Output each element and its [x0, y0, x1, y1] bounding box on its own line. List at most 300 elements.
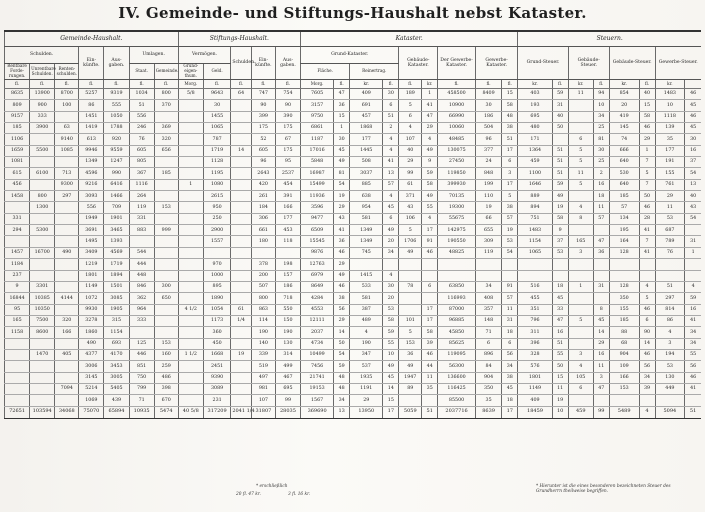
- table-cell: 30: [475, 100, 501, 111]
- total-cell: 51: [685, 406, 701, 418]
- table-cell: 6: [383, 100, 399, 111]
- table-cell: 165: [5, 315, 30, 326]
- table-cell: 10: [593, 100, 609, 111]
- table-cell: 350: [475, 383, 501, 394]
- table-cell: [639, 259, 655, 270]
- table-cell: 3: [502, 168, 518, 179]
- table-cell: [568, 270, 593, 281]
- table-cell: [231, 327, 252, 338]
- table-cell: [593, 293, 609, 304]
- table-cell: 46: [422, 349, 438, 360]
- table-cell: 6416: [104, 179, 129, 190]
- table-cell: 409: [350, 89, 383, 100]
- ledger-table: [4, 30, 701, 419]
- table-cell: 46: [639, 123, 655, 134]
- col-rentbare: Rentbare Forde-rungen.: [5, 64, 30, 80]
- table-cell: 59: [334, 361, 350, 372]
- table-cell: 136600: [438, 372, 476, 383]
- table-cell: 74: [609, 134, 639, 145]
- table-cell: 166: [275, 202, 300, 213]
- table-cell: 44: [422, 361, 438, 372]
- table-cell: 1069: [79, 395, 104, 406]
- table-cell: 185: [154, 168, 178, 179]
- unit-cell: fl.: [231, 80, 252, 89]
- table-cell: 1 1/2: [178, 349, 203, 360]
- table-cell: 9319: [104, 89, 129, 100]
- table-cell: 556: [129, 111, 154, 122]
- table-cell: 106: [399, 213, 422, 224]
- table-cell: 55: [422, 202, 438, 213]
- group-kataster: Kataster.: [301, 31, 518, 47]
- table-cell: [438, 270, 476, 281]
- table-cell: [178, 395, 203, 406]
- table-cell: 1364: [518, 145, 552, 156]
- total-cell: 40 5/8: [178, 406, 203, 418]
- table-cell: 17: [502, 179, 518, 190]
- page-title: IV. Gemeinde- und Stiftungs-Haushalt nebst Kataster.: [118, 4, 587, 22]
- table-cell: [568, 327, 593, 338]
- table-cell: 128: [609, 281, 639, 292]
- table-cell: 999: [154, 225, 178, 236]
- table-cell: [178, 145, 203, 156]
- table-cell: 5: [399, 225, 422, 236]
- table-cell: 1158: [5, 327, 30, 338]
- table-cell: 29: [334, 315, 350, 326]
- table-cell: 7456: [301, 361, 334, 372]
- table-cell: [231, 247, 252, 258]
- table-cell: [30, 157, 55, 168]
- table-cell: 3301: [30, 281, 55, 292]
- table-cell: 198: [275, 259, 300, 270]
- table-cell: 1118: [655, 111, 685, 122]
- table-cell: 490: [79, 338, 104, 349]
- table-cell: 250: [203, 213, 230, 224]
- table-cell: 351: [518, 304, 552, 315]
- table-cell: 331: [129, 213, 154, 224]
- table-cell: 661: [251, 225, 275, 236]
- table-cell: 246: [129, 123, 154, 134]
- table-row: [5, 259, 702, 270]
- table-cell: 54: [502, 247, 518, 258]
- table-cell: 76: [129, 134, 154, 145]
- table-cell: 56300: [438, 361, 476, 372]
- table-cell: [55, 270, 79, 281]
- table-cell: 377: [475, 145, 501, 156]
- table-cell: 360: [203, 327, 230, 338]
- table-cell: 155: [655, 168, 685, 179]
- table-cell: 1901: [104, 213, 129, 224]
- table-cell: 16: [685, 304, 701, 315]
- table-cell: 1466: [104, 191, 129, 202]
- table-cell: 7605: [301, 89, 334, 100]
- table-cell: 6: [502, 338, 518, 349]
- table-cell: 18: [593, 191, 609, 202]
- table-cell: 11: [593, 361, 609, 372]
- table-cell: 863: [251, 304, 275, 315]
- table-cell: 1080: [203, 179, 230, 190]
- table-cell: 1894: [104, 270, 129, 281]
- table-cell: [178, 383, 203, 394]
- table-cell: 130: [275, 338, 300, 349]
- table-cell: 391: [275, 191, 300, 202]
- table-cell: 177: [350, 134, 383, 145]
- footnote-left-c: 3 fl. 16 kr.: [288, 492, 311, 497]
- table-cell: [178, 100, 203, 111]
- col-unrentbare: Unrentbare Schulden.: [30, 64, 55, 80]
- table-cell: 55: [552, 349, 568, 360]
- table-cell: 200: [251, 270, 275, 281]
- table-cell: 2537: [275, 168, 300, 179]
- table-cell: 450: [203, 338, 230, 349]
- table-cell: [55, 361, 79, 372]
- table-cell: [568, 304, 593, 315]
- table-cell: 1: [422, 89, 438, 100]
- table-cell: 31: [502, 315, 518, 326]
- table-cell: 189: [399, 89, 422, 100]
- table-cell: [203, 247, 230, 258]
- table-cell: [350, 259, 383, 270]
- table-cell: 446: [129, 349, 154, 360]
- table-cell: 457: [350, 111, 383, 122]
- table-cell: 640: [609, 179, 639, 190]
- total-cell: 317209: [203, 406, 230, 418]
- table-cell: 85625: [438, 338, 476, 349]
- table-cell: 53: [655, 213, 685, 224]
- table-cell: 709: [104, 202, 129, 213]
- table-cell: 970: [203, 259, 230, 270]
- col-rentenschulden: Renten-schulden.: [55, 64, 79, 80]
- table-cell: 49: [552, 191, 568, 202]
- table-cell: 1483: [655, 89, 685, 100]
- table-cell: 4553: [301, 304, 334, 315]
- table-cell: 809: [5, 100, 30, 111]
- table-cell: 14: [231, 145, 252, 156]
- table-cell: 9216: [79, 179, 104, 190]
- table-cell: [231, 202, 252, 213]
- table-cell: [251, 247, 275, 258]
- table-cell: 61: [231, 304, 252, 315]
- table-cell: 713: [55, 168, 79, 179]
- table-cell: 800: [30, 191, 55, 202]
- table-cell: 36: [334, 236, 350, 247]
- table-cell: [231, 281, 252, 292]
- table-cell: 1050: [104, 111, 129, 122]
- table-cell: 148: [475, 315, 501, 326]
- unit-cell: kr.: [518, 80, 552, 89]
- table-cell: 5: [568, 179, 593, 190]
- table-cell: 800: [154, 89, 178, 100]
- table-cell: 1054: [203, 304, 230, 315]
- col-gemeinde: Gemeinde.: [154, 64, 178, 80]
- table-cell: [655, 259, 685, 270]
- table-cell: 311: [518, 327, 552, 338]
- table-cell: 885: [350, 179, 383, 190]
- table-cell: 3093: [79, 191, 104, 202]
- table-cell: 29: [655, 191, 685, 202]
- table-cell: [422, 270, 438, 281]
- unit-cell: fl.: [593, 80, 609, 89]
- table-cell: 747: [251, 89, 275, 100]
- table-cell: 36: [334, 100, 350, 111]
- total-cell: 2037716: [438, 406, 476, 418]
- subgroup-umlagen: Umlagen.: [129, 47, 178, 64]
- table-row: [5, 349, 702, 360]
- unit-cell: kr.: [655, 80, 685, 89]
- table-cell: 99: [399, 168, 422, 179]
- table-cell: 41: [639, 247, 655, 258]
- table-cell: [231, 134, 252, 145]
- table-cell: [55, 395, 79, 406]
- table-cell: 448: [129, 270, 154, 281]
- table-cell: 789: [655, 236, 685, 247]
- table-cell: 53: [552, 247, 568, 258]
- table-cell: [568, 123, 593, 134]
- table-cell: 8409: [475, 89, 501, 100]
- table-cell: 180: [251, 236, 275, 247]
- table-cell: 1: [568, 281, 593, 292]
- table-cell: 883: [129, 225, 154, 236]
- table-cell: 403: [518, 89, 552, 100]
- table-cell: 110: [475, 191, 501, 202]
- table-cell: 99: [275, 395, 300, 406]
- table-cell: 1455: [203, 111, 230, 122]
- table-cell: 9876: [301, 247, 334, 258]
- unit-cell: kr.: [350, 80, 383, 89]
- table-cell: [275, 247, 300, 258]
- table-cell: 745: [350, 247, 383, 258]
- table-cell: 3453: [104, 361, 129, 372]
- table-cell: [178, 225, 203, 236]
- table-cell: 5848: [301, 157, 334, 168]
- table-cell: 40: [552, 111, 568, 122]
- total-cell: 31807: [251, 406, 275, 418]
- unit-cell: fl.: [55, 80, 79, 89]
- table-cell: [30, 259, 55, 270]
- table-cell: [178, 247, 203, 258]
- table-cell: 50: [552, 123, 568, 134]
- table-cell: [154, 247, 178, 258]
- table-cell: 3: [568, 247, 593, 258]
- table-cell: 91: [502, 281, 518, 292]
- table-cell: [129, 236, 154, 247]
- table-cell: [593, 395, 609, 406]
- col-ausgaben: Aus-gaben.: [104, 47, 129, 80]
- table-cell: 142975: [438, 225, 476, 236]
- table-cell: 1149: [79, 281, 104, 292]
- table-cell: 53: [655, 361, 685, 372]
- table-cell: [30, 270, 55, 281]
- table-cell: [231, 236, 252, 247]
- table-cell: 309: [475, 236, 501, 247]
- table-cell: [231, 395, 252, 406]
- col-gebaeude-kataster: Gebäude-Kataster.: [399, 47, 438, 80]
- table-cell: 455: [518, 293, 552, 304]
- table-cell: 85500: [438, 395, 476, 406]
- table-cell: 34: [639, 372, 655, 383]
- table-cell: 58: [552, 213, 568, 224]
- table-row: [5, 123, 702, 134]
- table-cell: 40: [399, 145, 422, 156]
- table-cell: 6979: [301, 270, 334, 281]
- table-cell: 50: [552, 361, 568, 372]
- table-cell: 666: [609, 145, 639, 156]
- table-cell: [231, 157, 252, 168]
- table-cell: 4: [655, 327, 685, 338]
- table-row: [5, 281, 702, 292]
- table-cell: 17: [422, 304, 438, 315]
- table-row: [5, 191, 702, 202]
- table-cell: 107: [399, 134, 422, 145]
- table-cell: 480: [518, 123, 552, 134]
- group-header-row: [5, 31, 702, 47]
- table-cell: 378: [251, 259, 275, 270]
- table-cell: [30, 395, 55, 406]
- table-cell: 2: [383, 123, 399, 134]
- table-cell: 320: [55, 315, 79, 326]
- table-cell: [518, 270, 552, 281]
- table-cell: 4734: [301, 338, 334, 349]
- table-cell: 30: [383, 89, 399, 100]
- table-cell: 29: [639, 134, 655, 145]
- table-cell: 19: [475, 202, 501, 213]
- table-cell: 6: [502, 157, 518, 168]
- table-cell: [231, 338, 252, 349]
- table-row: [5, 111, 702, 122]
- table-cell: [568, 259, 593, 270]
- total-cell: 103594: [30, 406, 55, 418]
- table-cell: 54: [334, 179, 350, 190]
- table-cell: 264: [129, 191, 154, 202]
- table-cell: [30, 213, 55, 224]
- table-cell: [178, 168, 203, 179]
- table-cell: 66: [475, 213, 501, 224]
- table-cell: 51: [552, 338, 568, 349]
- table-cell: [5, 236, 30, 247]
- table-cell: [30, 338, 55, 349]
- unit-cell: fl.: [154, 80, 178, 89]
- table-cell: 14: [383, 383, 399, 394]
- table-cell: 29: [350, 395, 383, 406]
- table-cell: 38: [502, 202, 518, 213]
- table-cell: 371: [399, 191, 422, 202]
- table-cell: 3089: [203, 383, 230, 394]
- total-cell: 34068: [55, 406, 79, 418]
- table-cell: [231, 372, 252, 383]
- unit-cell: fl.: [30, 80, 55, 89]
- table-row: [5, 270, 702, 281]
- table-cell: 5214: [79, 383, 104, 394]
- table-cell: [55, 281, 79, 292]
- table-cell: 95: [275, 157, 300, 168]
- table-cell: 166: [55, 327, 79, 338]
- table-cell: 656: [154, 145, 178, 156]
- subgroup-row: [5, 47, 702, 64]
- table-cell: 160: [154, 349, 178, 360]
- table-cell: 5: [639, 168, 655, 179]
- table-cell: 66990: [438, 111, 476, 122]
- table-cell: 10499: [301, 349, 334, 360]
- table-cell: [231, 270, 252, 281]
- table-cell: 40: [685, 191, 701, 202]
- table-cell: 9140: [55, 134, 79, 145]
- table-cell: [231, 168, 252, 179]
- table-cell: 454: [275, 179, 300, 190]
- table-cell: 45: [685, 100, 701, 111]
- table-cell: [609, 395, 639, 406]
- col-gewerbe-kataster-a: Der Gewerbe-Kataster.: [438, 47, 476, 80]
- table-cell: 31: [552, 100, 568, 111]
- table-cell: 920: [104, 134, 129, 145]
- table-cell: [5, 202, 30, 213]
- table-cell: 954: [350, 202, 383, 213]
- table-cell: 18: [552, 281, 568, 292]
- table-cell: 5500: [30, 145, 55, 156]
- table-cell: 1557: [203, 236, 230, 247]
- table-cell: 4569: [104, 247, 129, 258]
- table-cell: 57: [609, 202, 639, 213]
- total-cell: 4: [639, 406, 655, 418]
- table-cell: 7: [639, 157, 655, 168]
- table-cell: 119850: [438, 168, 476, 179]
- table-cell: 1300: [30, 202, 55, 213]
- table-cell: 750: [129, 372, 154, 383]
- table-row: [5, 179, 702, 190]
- table-cell: 894: [518, 202, 552, 213]
- table-cell: 1116: [129, 179, 154, 190]
- table-cell: [154, 111, 178, 122]
- table-cell: 11: [502, 304, 518, 315]
- col-gebaeude-steuer-b: Gebäude-Steuer.: [609, 47, 655, 80]
- table-cell: 4377: [79, 349, 104, 360]
- table-cell: 851: [129, 361, 154, 372]
- table-cell: [685, 270, 701, 281]
- table-cell: 581: [350, 293, 383, 304]
- table-cell: [178, 259, 203, 270]
- total-cell: 5094: [655, 406, 685, 418]
- table-cell: 34: [502, 361, 518, 372]
- table-cell: 297: [655, 293, 685, 304]
- table-cell: 5: [639, 293, 655, 304]
- table-cell: 17: [502, 145, 518, 156]
- table-cell: 177: [655, 145, 685, 156]
- table-cell: 11: [593, 202, 609, 213]
- table-cell: 90: [639, 327, 655, 338]
- table-cell: 119: [475, 247, 501, 258]
- table-cell: [231, 361, 252, 372]
- table-cell: 1949: [79, 213, 104, 224]
- table-cell: 2037: [301, 327, 334, 338]
- table-cell: 46: [639, 202, 655, 213]
- table-cell: 550: [275, 304, 300, 315]
- table-cell: 615: [5, 168, 30, 179]
- table-cell: [55, 259, 79, 270]
- table-cell: 41: [685, 383, 701, 394]
- table-cell: 29: [399, 157, 422, 168]
- table-cell: 56: [639, 361, 655, 372]
- total-cell: 8639: [475, 406, 501, 418]
- table-cell: 38: [334, 293, 350, 304]
- table-cell: [55, 111, 79, 122]
- table-cell: 333: [129, 315, 154, 326]
- table-cell: [55, 372, 79, 383]
- table-cell: [231, 213, 252, 224]
- table-cell: 444: [129, 259, 154, 270]
- table-cell: [568, 100, 593, 111]
- col-einkuenfte: Ein-künfte.: [79, 47, 104, 80]
- table-cell: 981: [251, 383, 275, 394]
- unit-cell: fl.: [475, 80, 501, 89]
- table-cell: 458500: [438, 89, 476, 100]
